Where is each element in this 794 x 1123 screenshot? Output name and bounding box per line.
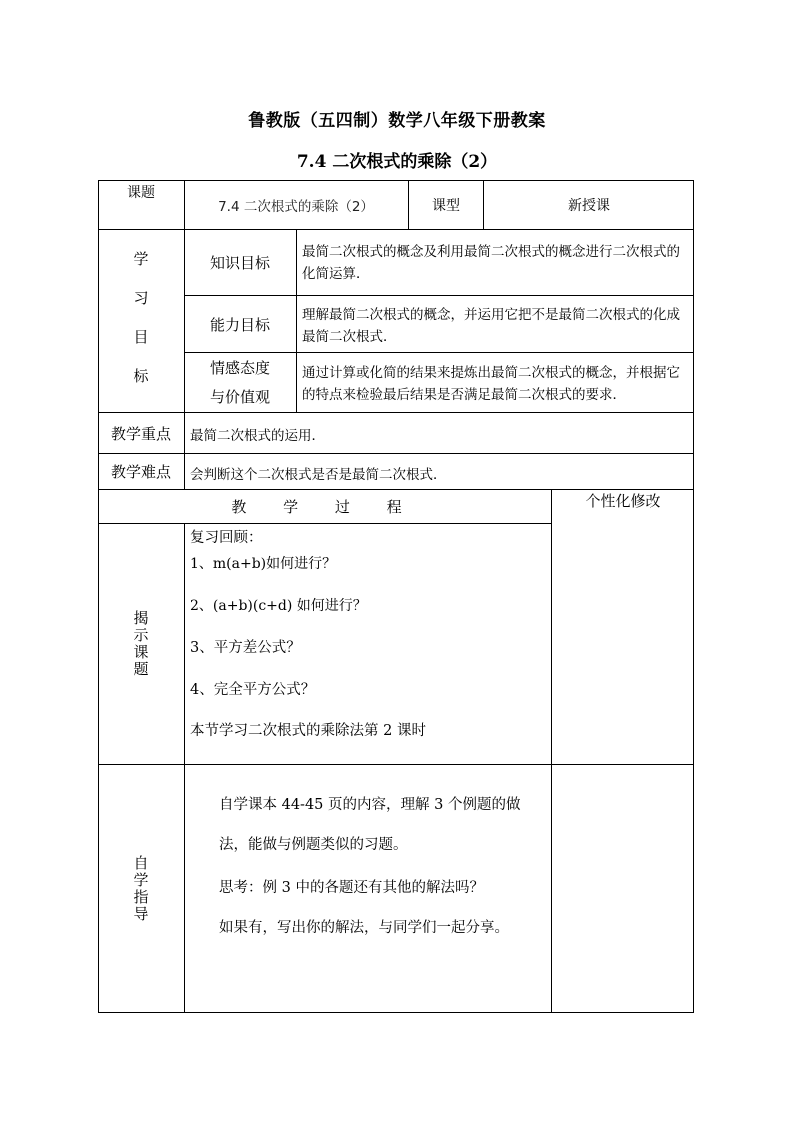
lesson-note: 本节学习二次根式的乘除法第 2 课时 [190, 723, 426, 739]
review-item: 4、完全平方公式？ [190, 682, 316, 698]
row-divider [98, 764, 694, 765]
learning-goals-char: 目 [133, 328, 149, 346]
learning-goals-label [98, 240, 184, 396]
column-divider [483, 180, 484, 230]
row-divider [98, 412, 694, 413]
self-study-line: 思考：例 3 中的各题还有其他的解法吗？ [219, 880, 484, 896]
column-divider [551, 489, 552, 1013]
emotion-goal-text: 通过计算或化简的结果来提炼出最简二次根式的概念，并根据它的特点来检验最后结果是否满足最简二次根式的要求． [302, 365, 680, 403]
learning-goals-char: 标 [133, 367, 149, 385]
learning-goals-char: 习 [133, 289, 149, 307]
knowledge-goal-label: 知识目标 [209, 254, 270, 272]
self-study-line: 自学课本 44-45 页的内容，理解 3 个例题的做 [219, 797, 521, 813]
lesson-subtitle: 7.4 二次根式的乘除（2） [296, 152, 498, 172]
emotion-goal-label [186, 354, 294, 412]
column-divider [184, 412, 185, 490]
topic-value: 7.4 二次根式的乘除（2） [218, 199, 374, 215]
self-study-line: 法，能做与例题类似的习题。 [219, 837, 408, 853]
ability-goal-label: 能力目标 [209, 315, 270, 334]
section-self-study-label [98, 766, 184, 1012]
type-label: 课型 [432, 198, 460, 214]
section-self-study-text: 自学指导 [131, 855, 150, 923]
difficulty-label: 教学难点 [110, 463, 171, 481]
type-value: 新授课 [568, 198, 610, 214]
emotion-goal-label-line: 情感态度 [209, 359, 270, 377]
column-divider [184, 180, 185, 413]
review-item: 1、m(a+b)如何进行？ [190, 556, 337, 572]
learning-goals-char: 学 [133, 250, 149, 268]
process-header: 教 学 过 程 [231, 498, 418, 516]
column-divider [408, 180, 409, 230]
document-title: 鲁教版（五四制）数学八年级下册教案 [248, 111, 546, 131]
row-divider [98, 229, 694, 230]
self-study-line: 如果有，写出你的解法，与同学们一起分享。 [219, 920, 509, 936]
knowledge-goal-text: 最简二次根式的概念及利用最简二次根式的概念进行二次根式的化简运算． [302, 244, 680, 282]
section-reveal-topic-label [98, 525, 184, 763]
ability-goal-text: 理解最简二次根式的概念，并运用它把不是最简二次根式的化成最简二次根式． [302, 307, 680, 345]
column-divider [296, 229, 297, 413]
review-item: 2、(a+b)(c+d) 如何进行？ [190, 598, 367, 614]
personalized-edit-header: 个性化修改 [585, 492, 661, 510]
review-title: 复习回顾： [190, 530, 263, 546]
key-point-label: 教学重点 [110, 424, 171, 443]
row-divider [98, 523, 551, 524]
section-reveal-topic-text: 揭示课题 [131, 610, 150, 678]
key-point-text: 最简二次根式的运用． [190, 428, 325, 444]
review-item: 3、平方差公式？ [190, 640, 301, 656]
column-divider [184, 523, 185, 1013]
row-divider [184, 295, 694, 296]
row-divider [184, 352, 694, 353]
emotion-goal-label-line: 与价值观 [209, 388, 270, 406]
difficulty-text: 会判断这个二次根式是否是最简二次根式． [190, 467, 447, 483]
topic-label: 课题 [127, 185, 155, 201]
row-divider [98, 453, 694, 454]
